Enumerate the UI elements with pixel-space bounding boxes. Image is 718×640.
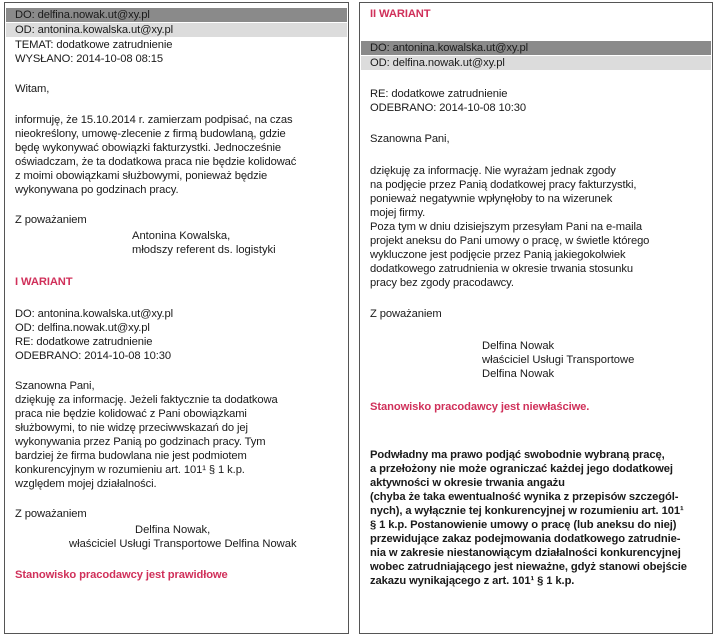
email-body-line: nieokreślony, umowę-zlecenie z firmą budowlaną, gdzie [15,128,286,140]
reply-to: DO: antonina.kowalska.ut@xy.pl [370,42,529,54]
email-body-line: z moimi obowiązkami służbowymi, ponieważ będzie [15,170,268,182]
reply-signature-title: właściciel Usługi Transportowe [482,354,635,366]
reply-to: DO: antonina.kowalska.ut@xy.pl [15,308,174,320]
reply-body-line: wykonywania przez Panią po godzinach pracy. Tym [15,436,266,448]
explanation-line: wobec zatrudniającego jest nieważne, gdyż stanowi obejście [370,561,687,573]
reply-body-line: ponieważ negatywnie wpłynęłoby to na wizerunek [370,193,613,205]
email-subject: TEMAT: dodatkowe zatrudnienie [15,39,173,51]
explanation-line: Podwładny ma prawo podjąć swobodnie wybraną pracę, [370,449,665,461]
reply-subject: RE: dodatkowe zatrudnienie [370,88,508,100]
reply-received: ODEBRANO: 2014-10-08 10:30 [370,102,526,114]
explanation-line: przewidujące zakaz podejmowania dodatkowego zatrudnie- [370,533,681,545]
explanation-line: nych), a wyłącznie tej konkurencyjnej w rozumieniu art. 101¹ [370,505,684,517]
right-email-panel [359,2,713,634]
reply-closing: Z poważaniem [15,508,87,520]
reply-signature-title: właściciel Usługi Transportowe Delfina Nowak [69,538,297,550]
email-sent: WYSŁANO: 2014-10-08 08:15 [15,53,163,65]
explanation-line: nia w zakresie niestanowiącym działalności konkurencyjnej [370,547,681,559]
reply-body-line: konkurencyjnym w rozumieniu art. 101¹ § 1 k.p. [15,464,245,476]
email-to-bar [6,8,347,22]
reply-from: OD: delfina.nowak.ut@xy.pl [15,322,150,334]
email-from: OD: antonina.kowalska.ut@xy.pl [15,24,174,36]
reply-closing: Z poważaniem [370,308,442,320]
reply-signature-company: Delfina Nowak [482,368,555,380]
reply-subject: RE: dodatkowe zatrudnienie [15,336,153,348]
variant-2-verdict: Stanowisko pracodawcy jest niewłaściwe. [370,401,590,413]
email-body-line: oświadczam, że ta dodatkowa praca nie będzie kolidować [15,156,297,168]
reply-greeting: Szanowna Pani, [15,380,95,392]
email-body-line: wykonywana po godzinach pracy. [15,184,179,196]
email-from-bar [6,23,347,37]
reply-body-line: służbowymi, to nie widzę przeciwwskazań do jej [15,422,248,434]
variant-1-verdict: Stanowisko pracodawcy jest prawidłowe [15,569,228,581]
reply-body-line: wykluczone jest podjęcie przez Panią jakiegokolwiek [370,249,626,261]
explanation-line: (chyba że taka ewentualność wynika z przepisów szczegól- [370,491,679,503]
email-to: DO: delfina.nowak.ut@xy.pl [15,9,150,21]
variant-2-title: II WARIANT [370,8,431,20]
explanation-line: aktywności w okresie trwania angażu [370,477,565,489]
explanation-line: § 1 k.p. Postanowienie umowy o pracę (lub aneksu do niej) [370,519,677,531]
email-greeting: Witam, [15,83,50,95]
reply-body-line: pracy bez zgody pracodawcy. [370,277,514,289]
reply-body-line: na podjęcie przez Panią dodatkowej pracy fakturzystki, [370,179,637,191]
reply-signature-name: Delfina Nowak [482,340,555,352]
reply-body-line: dodatkowego zatrudnienia w okresie trwania stosunku [370,263,633,275]
reply-body-line: projekt aneksu do Pani umowy o pracę, w świetle którego [370,235,650,247]
reply-body-line: dziękuję za informację. Jeżeli faktycznie ta dodatkowa [15,394,278,406]
email-body-line: informuję, że 15.10.2014 r. zamierzam podpisać, na czas [15,114,293,126]
reply-body-line: praca nie będzie kolidować z Pani obowiązkami [15,408,247,420]
reply-signature-name: Delfina Nowak, [135,524,211,536]
signature-name: Antonina Kowalska, [132,230,231,242]
explanation-line: a przełożony nie może ograniczać każdej jego dodatkowej [370,463,673,475]
reply-received: ODEBRANO: 2014-10-08 10:30 [15,350,171,362]
reply-body-line: bardziej że firma budowlana nie jest podmiotem [15,450,247,462]
variant-1-title: I WARIANT [15,276,73,288]
reply-from: OD: delfina.nowak.ut@xy.pl [370,57,505,69]
signature-title: młodszy referent ds. logistyki [132,244,276,256]
reply-body-line: względem mojej działalności. [15,478,157,490]
reply-greeting: Szanowna Pani, [370,133,450,145]
email-closing: Z poważaniem [15,214,87,226]
reply-to-bar [361,41,711,55]
reply-from-bar [361,56,711,70]
explanation-line: zakazu wynikającego z art. 101¹ § 1 k.p. [370,575,575,587]
reply-body-line: mojej firmy. [370,207,426,219]
email-body-line: będę wykonywać obowiązki fakturzystki. Jednocześnie [15,142,282,154]
reply-body-line: dziękuję za informację. Nie wyrażam jednak zgody [370,165,616,177]
reply-body-line: Poza tym w dniu dzisiejszym przesyłam Pani na e-maila [370,221,643,233]
left-email-panel [4,2,349,634]
